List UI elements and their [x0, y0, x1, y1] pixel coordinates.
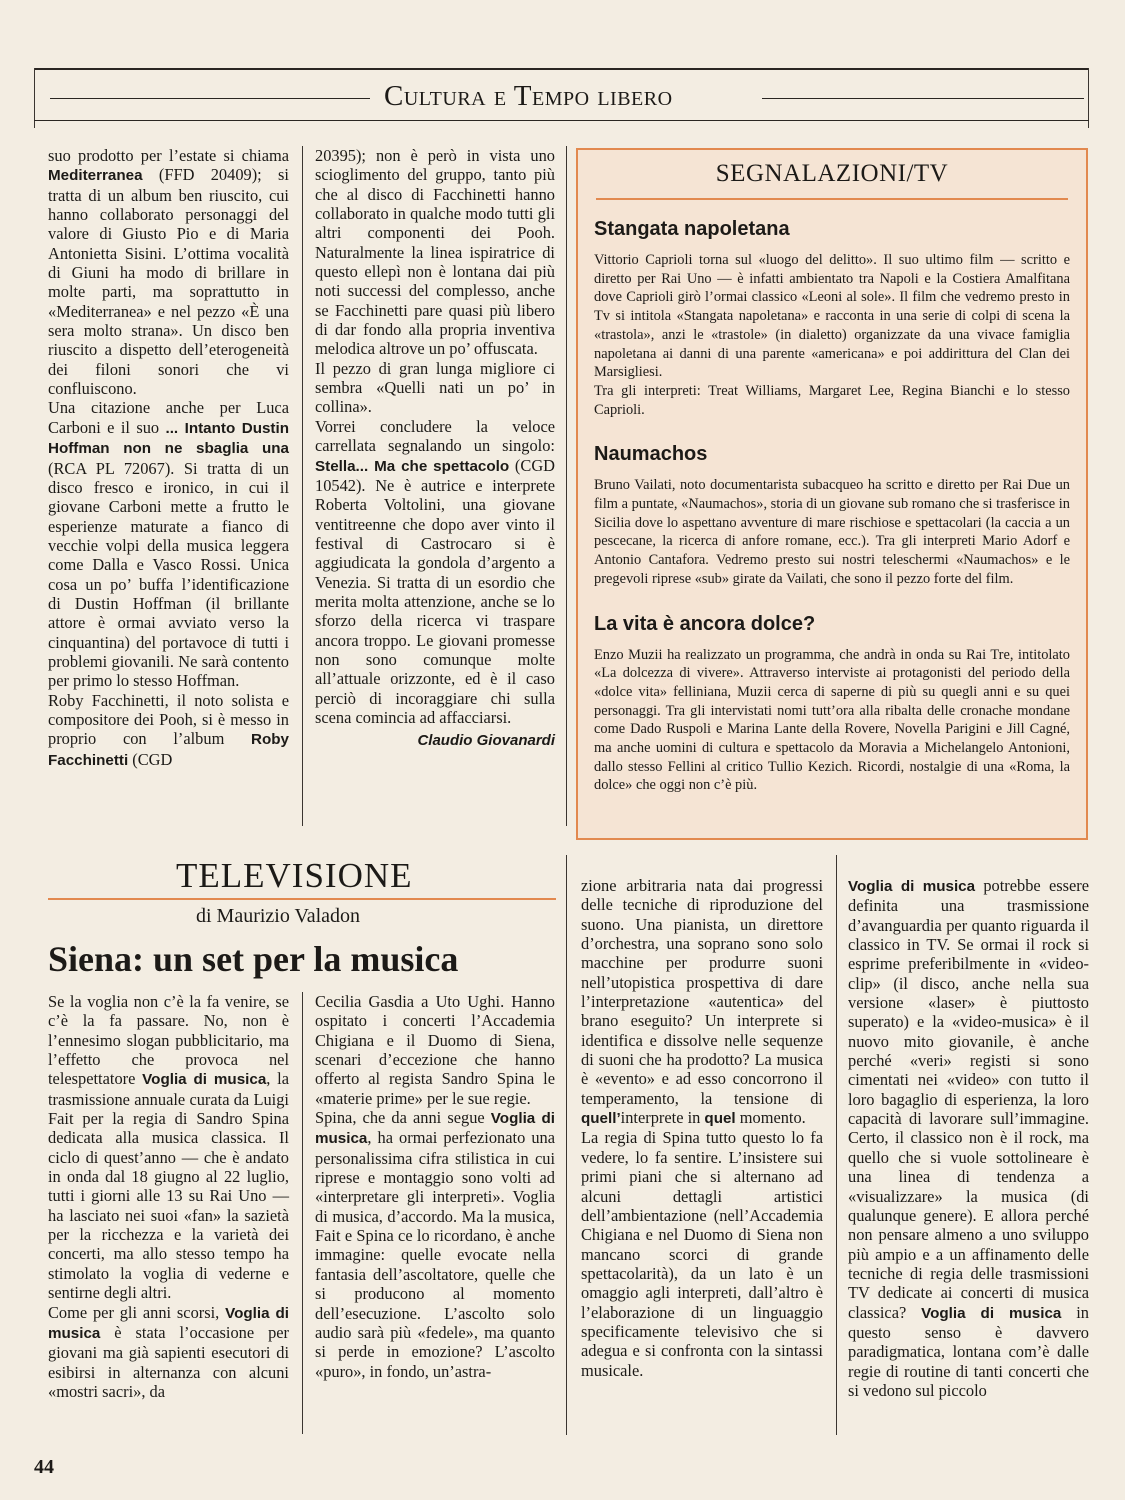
tv-section-rule	[48, 898, 556, 900]
header-bottom-rule	[34, 120, 1089, 121]
music-col2-p2: Il pezzo di gran lunga migliore ci sembra «Quelli nati un po’ in collina».	[315, 358, 555, 417]
item-heading-naumachos: Naumachos	[594, 443, 708, 466]
bold-title: quell’	[581, 1110, 621, 1128]
item-text-dolce-vita	[594, 646, 1070, 796]
music-col1-p3: Roby Facchinetti, il noto solista e compositore dei Pooh, si è messo in proprio con l’album Roby Facchinetti (CGD	[48, 690, 289, 769]
header-rule-left	[50, 98, 370, 99]
tv-article-col1	[48, 992, 289, 1401]
music-col1-p2: Una citazione anche per Luca Carboni e il suo ... Intanto Dustin Hoffman non ne sbaglia una (RCA PL 72067). Si tratta di un disco fresco e ironico, in cui il giovane Carboni mette a frutto le esperienze maturate a fianco di vecchie volpi della musica leggera come Dalla e Vasco Rossi. Unica cosa un po’ buffa l’identificazione di Dustin Hoffman (il brillante attore è ormai avviato verso la cinquantina) del portavoce di tutti i problemi giovanili. Ne sarà contento per primo lo stesso Hoffman.	[48, 398, 289, 691]
tv-section-label: TELEVISIONE	[176, 856, 413, 895]
column-divider	[566, 855, 567, 1435]
page-number: 44	[34, 1456, 54, 1478]
item-paragraph: Vittorio Caprioli torna sul «luogo del delitto». Il suo ultimo film — scritto e diretto per Rai Uno — è infatti ambientato tra Napoli e la Costiera Amalfitana dove Caprioli girò l’ormai classico «Leoni al sole». Il film che vedremo presto in Tv si intitola «Stangata napoletana» e racconta in una serie di colpi di scena la «trastola», anzi le «trastole» (in dialetto) organizzate da una vivace famiglia napoletana ai danni di una parente «americana» e poi addirittura del Clan dei Marsigliesi.	[594, 252, 1070, 381]
bold-title: Voglia di musica	[315, 1110, 555, 1148]
bold-title: Voglia di musica	[142, 1071, 267, 1089]
tv-highlights-box	[576, 148, 1088, 840]
top-rule	[34, 68, 1089, 70]
item-paragraph: Bruno Vailati, noto documentarista subacqueo ha scritto e diretto per Rai Due un film a puntate, «Naumachos», storia di un giovane sub romano che si trasferisce in Sicilia dove lo aspettano avventure di mare rischiose e spettacolari (la caccia a un pescecane, la ricerca di anfore romane, ecc.). Tra gli interpreti Mario Adorf e Antonio Cantafora. Vedremo presto sui nostri teleschermi «Naumachos» e le pregevoli riprese «sub» girate da Vailati, che sono il pezzo forte del film.	[594, 477, 1070, 587]
bold-title: Voglia di musica	[921, 1304, 1062, 1322]
music-article-col1	[48, 146, 289, 770]
tv-article-col2	[315, 992, 555, 1381]
tv-col4-p1: Voglia di musica potrebbe essere definita una trasmissione d’avanguardia per quanto riguarda il classico in TV. Se ormai il rock si esprime preferibilmente in «video-clip» (il disco, anche nella sua versione «laser» è piuttosto superato) e la «video-musica» è il nuovo mito giovanile, è anche perché «veri» registi si sono cimentati nei «video» con tutto il loro bagaglio di esperienza, la loro capacità di lavorare sull’immagine. Certo, il classico non è il rock, ma quello che si vuole sottolineare è una linea di tendenza a «visualizzare» la musica (di qualunque genere). E allora perché non pensare almeno a uno sviluppo più ampio e a un affinamento delle tecniche di regia delle trasmissioni TV dedicate ai concerti di musica classica? Voglia di musica in questo senso è davvero paradigmatica, lontana com’è dalle regie di routine di tanti concerti che si vedono sul piccolo	[848, 876, 1089, 1400]
section-title: Cultura e Tempo libero	[384, 80, 673, 112]
item-text-naumachos	[594, 476, 1070, 588]
bold-title: Roby Facchinetti	[48, 731, 289, 769]
music-col1-p1: suo prodotto per l’estate si chiama Mediterranea (FFD 20409); si tratta di un album ben riuscito, cui hanno collaborato personaggi del valore di Giusto Pio e di Maria Antonietta Sisini. L’ottima vocalità di Giuni ha modo di brillare in molte parti, ma soprattutto in «Mediterranea» e nel pezzo «È una sera molto strana». Un disco ben riuscito a dispetto dell’eterogeneità dei filoni sonori che vi confluiscono.	[48, 146, 289, 399]
bold-title: Voglia di musica	[48, 1304, 289, 1342]
tv-col2-p2: Spina, che da anni segue Voglia di musica, ha ormai perfezionato una personalissima cifra stilistica in cui riprese e montaggio sono volti ad «interpretare gli interpreti». Voglia di musica, d’accordo. Ma la musica, Fait e Spina ce lo ricordano, è anche immagine: quelle evocate nella fantasia dell’ascoltatore, quelle che si producono al momento dell’esecuzione. L’ascolto solo audio sarà più «fedele», ma quanto si perde in emozione? L’ascolto «puro», in fondo, un’astra-	[315, 1108, 555, 1381]
item-paragraph: Tra gli interpreti: Treat Williams, Margaret Lee, Regina Bianchi e lo stesso Caprioli.	[594, 382, 1070, 418]
tv-article-col4	[848, 876, 1089, 1400]
tv-col1-p2: Come per gli anni scorsi, Voglia di musica è stata l’occasione per giovani ma già sapienti esecutori di esibirsi in alternanza con alcuni «mostri sacri», da	[48, 1302, 289, 1401]
tv-col1-p1: Se la voglia non c’è la fa venire, se c’è la fa passare. No, non è l’ennesimo slogan pubblicitario, ma l’effetto che provoca nel telespettatore Voglia di musica, la trasmissione annuale curata da Luigi Fait per la regia di Sandro Spina dedicata alla musica classica. Il ciclo di quest’anno — che è andato in onda dal 18 giugno al 22 luglio, tutti i giorni alle 13 su Rai Uno — ha lasciato nei suoi «fan» la sazietà per la ricchezza e la varietà dei concerti, ma allo stesso tempo ha stimolato la voglia di vederne e sentirne degli altri.	[48, 992, 289, 1303]
bold-title: ... Intanto Dustin Hoffman non ne sbaglia una	[48, 419, 289, 458]
column-divider	[302, 146, 303, 826]
tv-col3-p1: zione arbitraria nata dai progressi delle tecniche di riproduzione del suono. Una pianista, un direttore d’orchestra, una soprano sono solo macchine per produrre suoni nell’utopistica prospettiva di dare l’interpretazione «autentica» del brano eseguito? Un interprete si identifica e dissolve nelle sequenze di suoni che ha prodotto? La musica è «evento» e ad esso concorrono il temperamento, la tensione di quell’interprete in quel momento.	[581, 876, 823, 1128]
header-rule-right	[762, 98, 1084, 99]
bold-title: Stella... Ma che spettacolo	[315, 457, 510, 475]
byline: di Maurizio Valadon	[196, 905, 361, 927]
headline: Siena: un set per la musica	[48, 939, 459, 979]
left-frame-line	[34, 68, 35, 128]
bold-title: Voglia di musica	[848, 878, 976, 895]
music-col2-p3: Vorrei concludere la veloce carrellata segnalando un singolo: Stella... Ma che spettacolo (CGD 10542). Ne è autrice e interprete Roberta Voltolini, una giovane ventitreenne che dopo aver vinto il festival di Castrocaro si è aggiudicata la gondola d’argento a Venezia. Si tratta di un esordio che merita molta attenzione, anche se lo sforzo della ricerca vi traspare ancora troppo. Le giovani promesse non sono comunque molte all’attuale orizzonte, ed è il caso perciò di incoraggiare chi sulla scena comincia ad affacciarsi.	[315, 416, 555, 727]
tv-col3-p2: La regia di Spina tutto questo lo fa vedere, lo fa sentire. L’insistere sui primi piani che si alternano ad alcuni dettagli artistici dell’ambientazione (nell’Accademia Chigiana e nel Duomo di Siena non mancano scorci di grande spettacolarità), da un lato è un omaggio agli interpreti, dall’altro è l’elaborazione di un linguaggio specificamente televisivo che si adegua e si confronta con la sintassi musicale.	[581, 1128, 823, 1380]
author-signature: Claudio Giovanardi	[417, 732, 555, 750]
music-article-col2	[315, 146, 555, 751]
item-heading-dolce-vita: La vita è ancora dolce?	[594, 612, 816, 635]
column-divider	[302, 992, 303, 1434]
column-divider	[836, 855, 837, 1435]
item-paragraph: Enzo Muzii ha realizzato un programma, che andrà in onda su Rai Tre, intitolato «La dolcezza di vivere». Attraverso interviste ai protagonisti del periodo della «dolce vita» felliniana, Muzii cerca di saperne di più su quegli anni e su quei personaggi. Tra gli intervistati nomi tutt’ora alla ribalta delle cronache mondane come Dado Ruspoli e Marina Lante della Rovere, Novella Parigini e Jill Cagné, ma anche uomini di cultura e spettacolo da Moravia a Michelangelo Antonioni, dallo stesso Fellini al critico Tullio Kezich. Ricordi, nostalgie di una «Roma, la dolce» che oggi non c’è più.	[594, 646, 1070, 794]
right-frame-line	[1088, 68, 1089, 128]
box-title: SEGNALAZIONI/TV	[715, 160, 949, 187]
tv-article-col3	[581, 876, 823, 1380]
music-col2-p1: 20395); non è però in vista uno scioglimento del gruppo, tanto più che al disco di Facchinetti hanno collaborato in qualche modo tutti gli altri componenti dei Pooh. Naturalmente la linea ispiratrice di questo ellepì non è lontana dai più noti successi del complesso, anche se Facchinetti pare quasi più libero di dar fondo alla propria inventiva melodica altrove un po’ offuscata.	[315, 146, 555, 359]
item-text-stangata	[594, 251, 1070, 419]
item-heading-stangata: Stangata napoletana	[594, 218, 790, 240]
tv-col2-p1: Cecilia Gasdia a Uto Ughi. Hanno ospitato i concerti l’Accademia Chigiana e il Duomo di Siena, scenari d’eccezione che hanno offerto al regista Sandro Spina le «materie prime» per le sue regie.	[315, 992, 555, 1108]
bold-title: Mediterranea	[48, 167, 143, 185]
bold-title: quel	[704, 1110, 736, 1128]
column-divider	[566, 146, 567, 826]
